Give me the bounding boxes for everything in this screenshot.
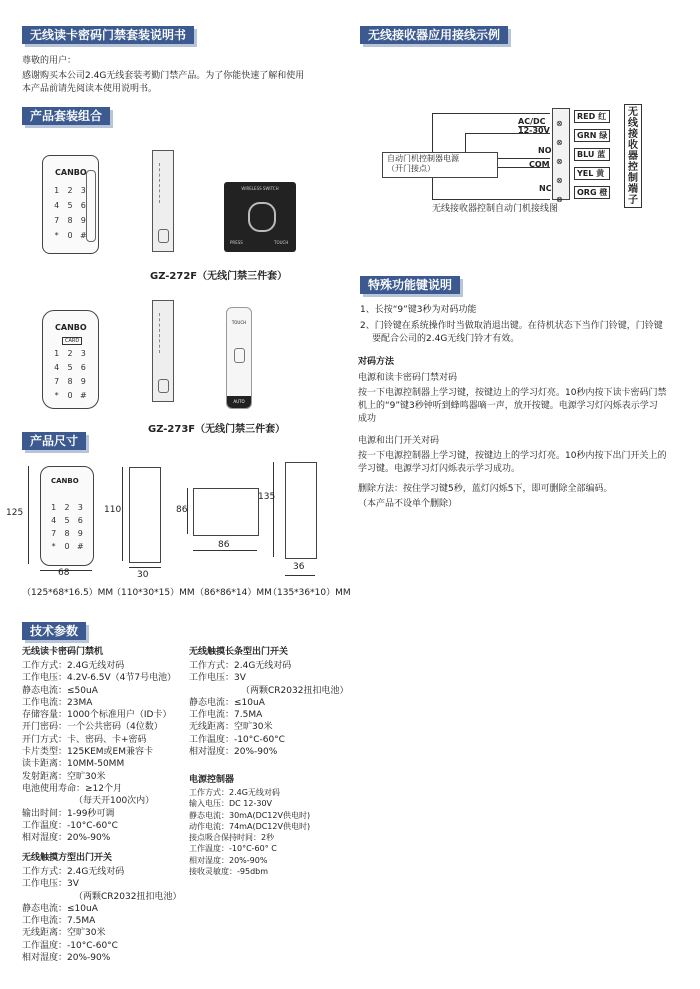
pair2-a: 按一下电源控制器上学习键，按键边上的学习灯亮。10秒内按下出门开关上的 — [358, 451, 667, 461]
wire-no — [497, 158, 550, 159]
spec-line: 读卡距离：10MM-50MM — [22, 759, 125, 770]
dim4-caption: （135*36*10）MM — [268, 588, 351, 598]
reader-side-strip — [86, 170, 96, 242]
pair2-title: 电源和出门开关对码 — [358, 436, 440, 446]
pair1-title: 电源和读卡密码门禁对码 — [358, 373, 458, 383]
terminal-yel — [574, 167, 610, 180]
spec-line: 相对湿度：20%-90% — [189, 747, 278, 758]
key: 1 — [54, 186, 60, 195]
tech-header: 技术参数 — [22, 622, 86, 640]
key: 0 — [67, 391, 73, 400]
key: * — [54, 231, 59, 240]
size-header: 产品尺寸 — [22, 432, 86, 450]
key: 7 — [54, 377, 60, 386]
card-label: CARD — [62, 337, 82, 345]
reader-spec-list — [22, 660, 176, 844]
spec-line: 静态电流：≤50uA — [22, 685, 98, 696]
greeting: 尊敬的用户： — [22, 56, 77, 66]
spec-line: 动作电流：74mA(DC12V供电时) — [189, 821, 311, 831]
keypad-reader-device-2 — [42, 310, 99, 409]
intro-line-2: 本产品前请先阅读本使用说明书。 — [22, 84, 158, 94]
terminal-code: YEL — [577, 169, 594, 178]
com-label: COM — [529, 160, 550, 169]
spec-line: 相对湿度：20%-90% — [22, 833, 111, 844]
spec-line: 工作电流：7.5MA — [189, 710, 263, 721]
key: 4 — [54, 363, 60, 372]
nc-label: NC — [539, 184, 552, 193]
terminal-color: 红 — [598, 112, 607, 121]
spec-line: 发射距离：空旷30米 — [22, 771, 106, 782]
pair1-b: 机上的“9”键3秒钟听到蜂鸣器嘀一声，放开按键。电源学习灯闪烁表示学习 — [358, 401, 658, 411]
key: # — [76, 542, 84, 551]
key: 1 — [54, 349, 60, 358]
wiring-caption: 无线接收器控制自动门机接线图 — [432, 204, 559, 214]
spec-line: 工作电流：23MA — [22, 697, 93, 708]
key: 9 — [80, 377, 86, 386]
spec-line: 输入电压：DC 12-30V — [189, 799, 273, 809]
wire-bottom — [432, 199, 550, 200]
dim-line — [193, 550, 257, 551]
spec-line: 工作方式：2.4G无线对码 — [189, 788, 280, 797]
key: 3 — [77, 503, 83, 512]
spec-line: 工作电压：4.2V-6.5V（4节7号电池） — [22, 673, 177, 684]
spec-line: 电池使用寿命：≥12个月 — [22, 783, 122, 794]
receiver-side-label: 无线接收器控制端子 — [624, 104, 642, 208]
vent-pattern — [159, 313, 168, 353]
dim-reader-outline — [40, 466, 94, 566]
key: 5 — [67, 363, 73, 372]
terminal-code: GRN — [577, 131, 597, 140]
power-controller-device — [152, 150, 174, 252]
kit-header: 产品套装组合 — [22, 107, 110, 125]
dim-long-switch-outline — [285, 462, 317, 559]
spec-line: 存储容量：1000个标准用户（ID卡） — [22, 710, 172, 721]
spec-line: 工作温度：-10°C-60° C — [189, 844, 277, 854]
dim2-height: 110 — [104, 505, 122, 515]
vent-pattern — [159, 163, 168, 203]
spec-line: 开门密码：一个公共密码（4位数） — [22, 722, 163, 733]
intro-line-1: 感谢购买本公司2.4G无线套装考勤门禁产品。为了你能快速了解和使用 — [22, 71, 305, 81]
key: * — [51, 542, 56, 551]
controller-line-2: （开门接点） — [387, 164, 435, 173]
no-label: NO — [538, 146, 552, 155]
screw-column: ⊗ ⊗ ⊗ ⊗ ⊗ — [556, 119, 563, 204]
special-item-1: 1、长按“9”键3秒为对码功能 — [360, 305, 477, 315]
manual-title-header: 无线读卡密码门禁套装说明书 — [22, 26, 194, 44]
key: 6 — [80, 201, 86, 210]
switch-title: WIRELESS SWITCH — [241, 186, 279, 191]
terminal-grn — [574, 129, 610, 142]
terminal-color: 绿 — [599, 131, 608, 140]
terminal-code: ORG — [577, 188, 597, 197]
spec-line: 无线距离：空旷30米 — [189, 722, 273, 733]
button-icon — [158, 229, 169, 243]
dim-square-switch-outline — [193, 488, 259, 536]
dim1-width: 68 — [58, 568, 70, 578]
fingerprint-icon — [248, 202, 276, 232]
spec-line: 工作温度：-10°C-60°C — [22, 820, 118, 831]
spec-line: 相对湿度：20%-90% — [22, 953, 111, 964]
kit1-caption: GZ-272F（无线门禁三件套） — [150, 271, 288, 282]
key: 1 — [51, 503, 57, 512]
keypad — [50, 349, 90, 400]
press-label: PRESS — [230, 240, 243, 245]
key: 3 — [80, 186, 86, 195]
touch-label: TOUCH — [274, 240, 289, 245]
spec-line: 接收灵敏度：-95dbm — [189, 867, 269, 877]
brand-logo: CANBO — [55, 323, 87, 332]
key: 7 — [54, 216, 60, 225]
terminal-blu — [574, 148, 610, 161]
key: 9 — [77, 529, 83, 538]
square-spec-list — [22, 866, 181, 964]
power-title: 电源控制器 — [189, 775, 235, 785]
long-title: 无线触摸长条型出门开关 — [189, 647, 289, 657]
spec-line: 工作电压：3V — [22, 879, 79, 890]
dim1-caption: （125*68*16.5）MM — [22, 588, 114, 598]
terminal-color: 黄 — [596, 169, 605, 178]
key: 8 — [67, 377, 73, 386]
auto-label: AUTO — [227, 396, 251, 408]
keypad — [47, 503, 87, 551]
wiring-header: 无线接收器应用接线示例 — [360, 26, 508, 44]
spec-line: 工作温度：-10°C-60°C — [189, 734, 285, 745]
touch-title: TOUCH — [231, 320, 247, 325]
pair-title: 对码方法 — [358, 357, 395, 367]
terminal-code: BLU — [577, 150, 595, 159]
key: # — [79, 391, 87, 400]
brand-logo: CANBO — [51, 477, 79, 485]
reader-title: 无线读卡密码门禁机 — [22, 647, 104, 657]
key: 0 — [64, 542, 70, 551]
terminal-red — [574, 110, 610, 123]
key: 6 — [80, 363, 86, 372]
dim-line — [122, 467, 123, 561]
dim-line — [28, 466, 29, 564]
voltage-label: 12-30V — [518, 126, 550, 135]
controller-line-1: 自动门机控制器电源 — [387, 154, 459, 163]
spec-line: 工作方式：2.4G无线对码 — [22, 867, 125, 877]
spec-line: 工作电压：3V — [189, 673, 246, 684]
square-title: 无线触摸方型出门开关 — [22, 853, 113, 863]
key: 8 — [67, 216, 73, 225]
power-spec-list — [189, 787, 310, 877]
dim-line — [285, 575, 315, 576]
dim4-width: 36 — [293, 562, 305, 572]
delete-method: 删除方法：按住学习键5秒，蓝灯闪烁5下，即可删除全部编码。 — [358, 484, 613, 494]
special-header: 特殊功能键说明 — [360, 276, 460, 294]
pair1-c: 成功 — [358, 414, 377, 424]
spec-line: 工作方式：2.4G无线对码 — [189, 661, 292, 671]
dim4-height: 135 — [258, 492, 276, 502]
key: * — [54, 391, 59, 400]
dim-line — [129, 567, 161, 568]
dim3-width: 86 — [218, 540, 230, 550]
dim3-caption: （86*86*14）MM — [195, 588, 272, 598]
spec-line: 卡片类型：125KEM或EM兼容卡 — [22, 747, 153, 758]
key: 7 — [51, 529, 57, 538]
spec-line: 无线距离：空旷30米 — [22, 928, 106, 939]
dim1-height: 125 — [6, 508, 24, 518]
dim-line — [273, 462, 274, 557]
pair1-a: 按一下电源控制器上学习键，按键边上的学习灯亮。10秒内按下读卡密码门禁 — [358, 388, 667, 398]
keypad — [50, 186, 90, 240]
key: 6 — [77, 516, 83, 525]
spec-line: 开门方式：卡、密码、卡+密码 — [22, 734, 147, 745]
terminal-color: 橙 — [599, 188, 608, 197]
long-exit-switch-device — [226, 307, 252, 409]
controller-box — [382, 152, 498, 178]
spec-line: 静态电流：≤10uA — [189, 697, 265, 708]
brand-logo: CANBO — [55, 168, 87, 177]
dim-controller-outline — [129, 467, 161, 563]
hand-icon — [234, 348, 245, 363]
key: 4 — [54, 201, 60, 210]
key: 4 — [51, 516, 57, 525]
spec-line: 接点吸合保持时间：2秒 — [189, 833, 275, 843]
long-spec-list — [189, 660, 348, 758]
key: 0 — [67, 231, 73, 240]
key: 5 — [64, 516, 70, 525]
key: # — [79, 231, 87, 240]
spec-line: 相对湿度：20%-90% — [189, 855, 268, 865]
terminal-code: RED — [577, 112, 596, 121]
delete-note: （本产品不设单个删除） — [358, 499, 458, 509]
spec-line: 工作温度：-10°C-60°C — [22, 940, 118, 951]
special-item-2a: 2、门铃键在系统操作时当做取消退出键。在待机状态下当作门铃键，门铃键 — [360, 321, 663, 331]
spec-line: 工作方式：2.4G无线对码 — [22, 661, 125, 671]
key: 2 — [67, 186, 73, 195]
power-controller-device-2 — [152, 300, 174, 402]
key: 9 — [80, 216, 86, 225]
spec-line: （两颗CR2032扭扣电池） — [74, 891, 182, 902]
kit2-caption: GZ-273F（无线门禁三件套） — [148, 424, 286, 435]
pair2-b: 学习键。电源学习灯闪烁表示学习成功。 — [358, 464, 521, 474]
key: 8 — [64, 529, 70, 538]
key: 3 — [80, 349, 86, 358]
key: 2 — [64, 503, 70, 512]
spec-line: 静态电流：30mA(DC12V供电时) — [189, 810, 311, 820]
key: 5 — [67, 201, 73, 210]
dim2-width: 30 — [137, 570, 149, 580]
acdc-label: AC/DC — [518, 117, 546, 126]
button-icon — [158, 379, 169, 393]
special-item-2b: 要配合公司的2.4G无线门铃才有效。 — [372, 334, 520, 344]
spec-line: 输出时间：1-99秒可调 — [22, 808, 115, 819]
dim2-caption: （110*30*15）MM — [112, 588, 195, 598]
dim3-height: 86 — [176, 505, 188, 515]
terminal-color: 蓝 — [597, 150, 606, 159]
terminal-org — [574, 186, 610, 199]
square-exit-switch-device — [224, 182, 296, 252]
spec-line: 工作电流：7.5MA — [22, 916, 96, 927]
spec-line: （两颗CR2032扭扣电池） — [241, 685, 349, 696]
spec-line: （每天开100次内） — [74, 796, 155, 807]
wire-top — [432, 113, 550, 114]
key: 2 — [67, 349, 73, 358]
spec-line: 静态电流：≤10uA — [22, 903, 98, 914]
